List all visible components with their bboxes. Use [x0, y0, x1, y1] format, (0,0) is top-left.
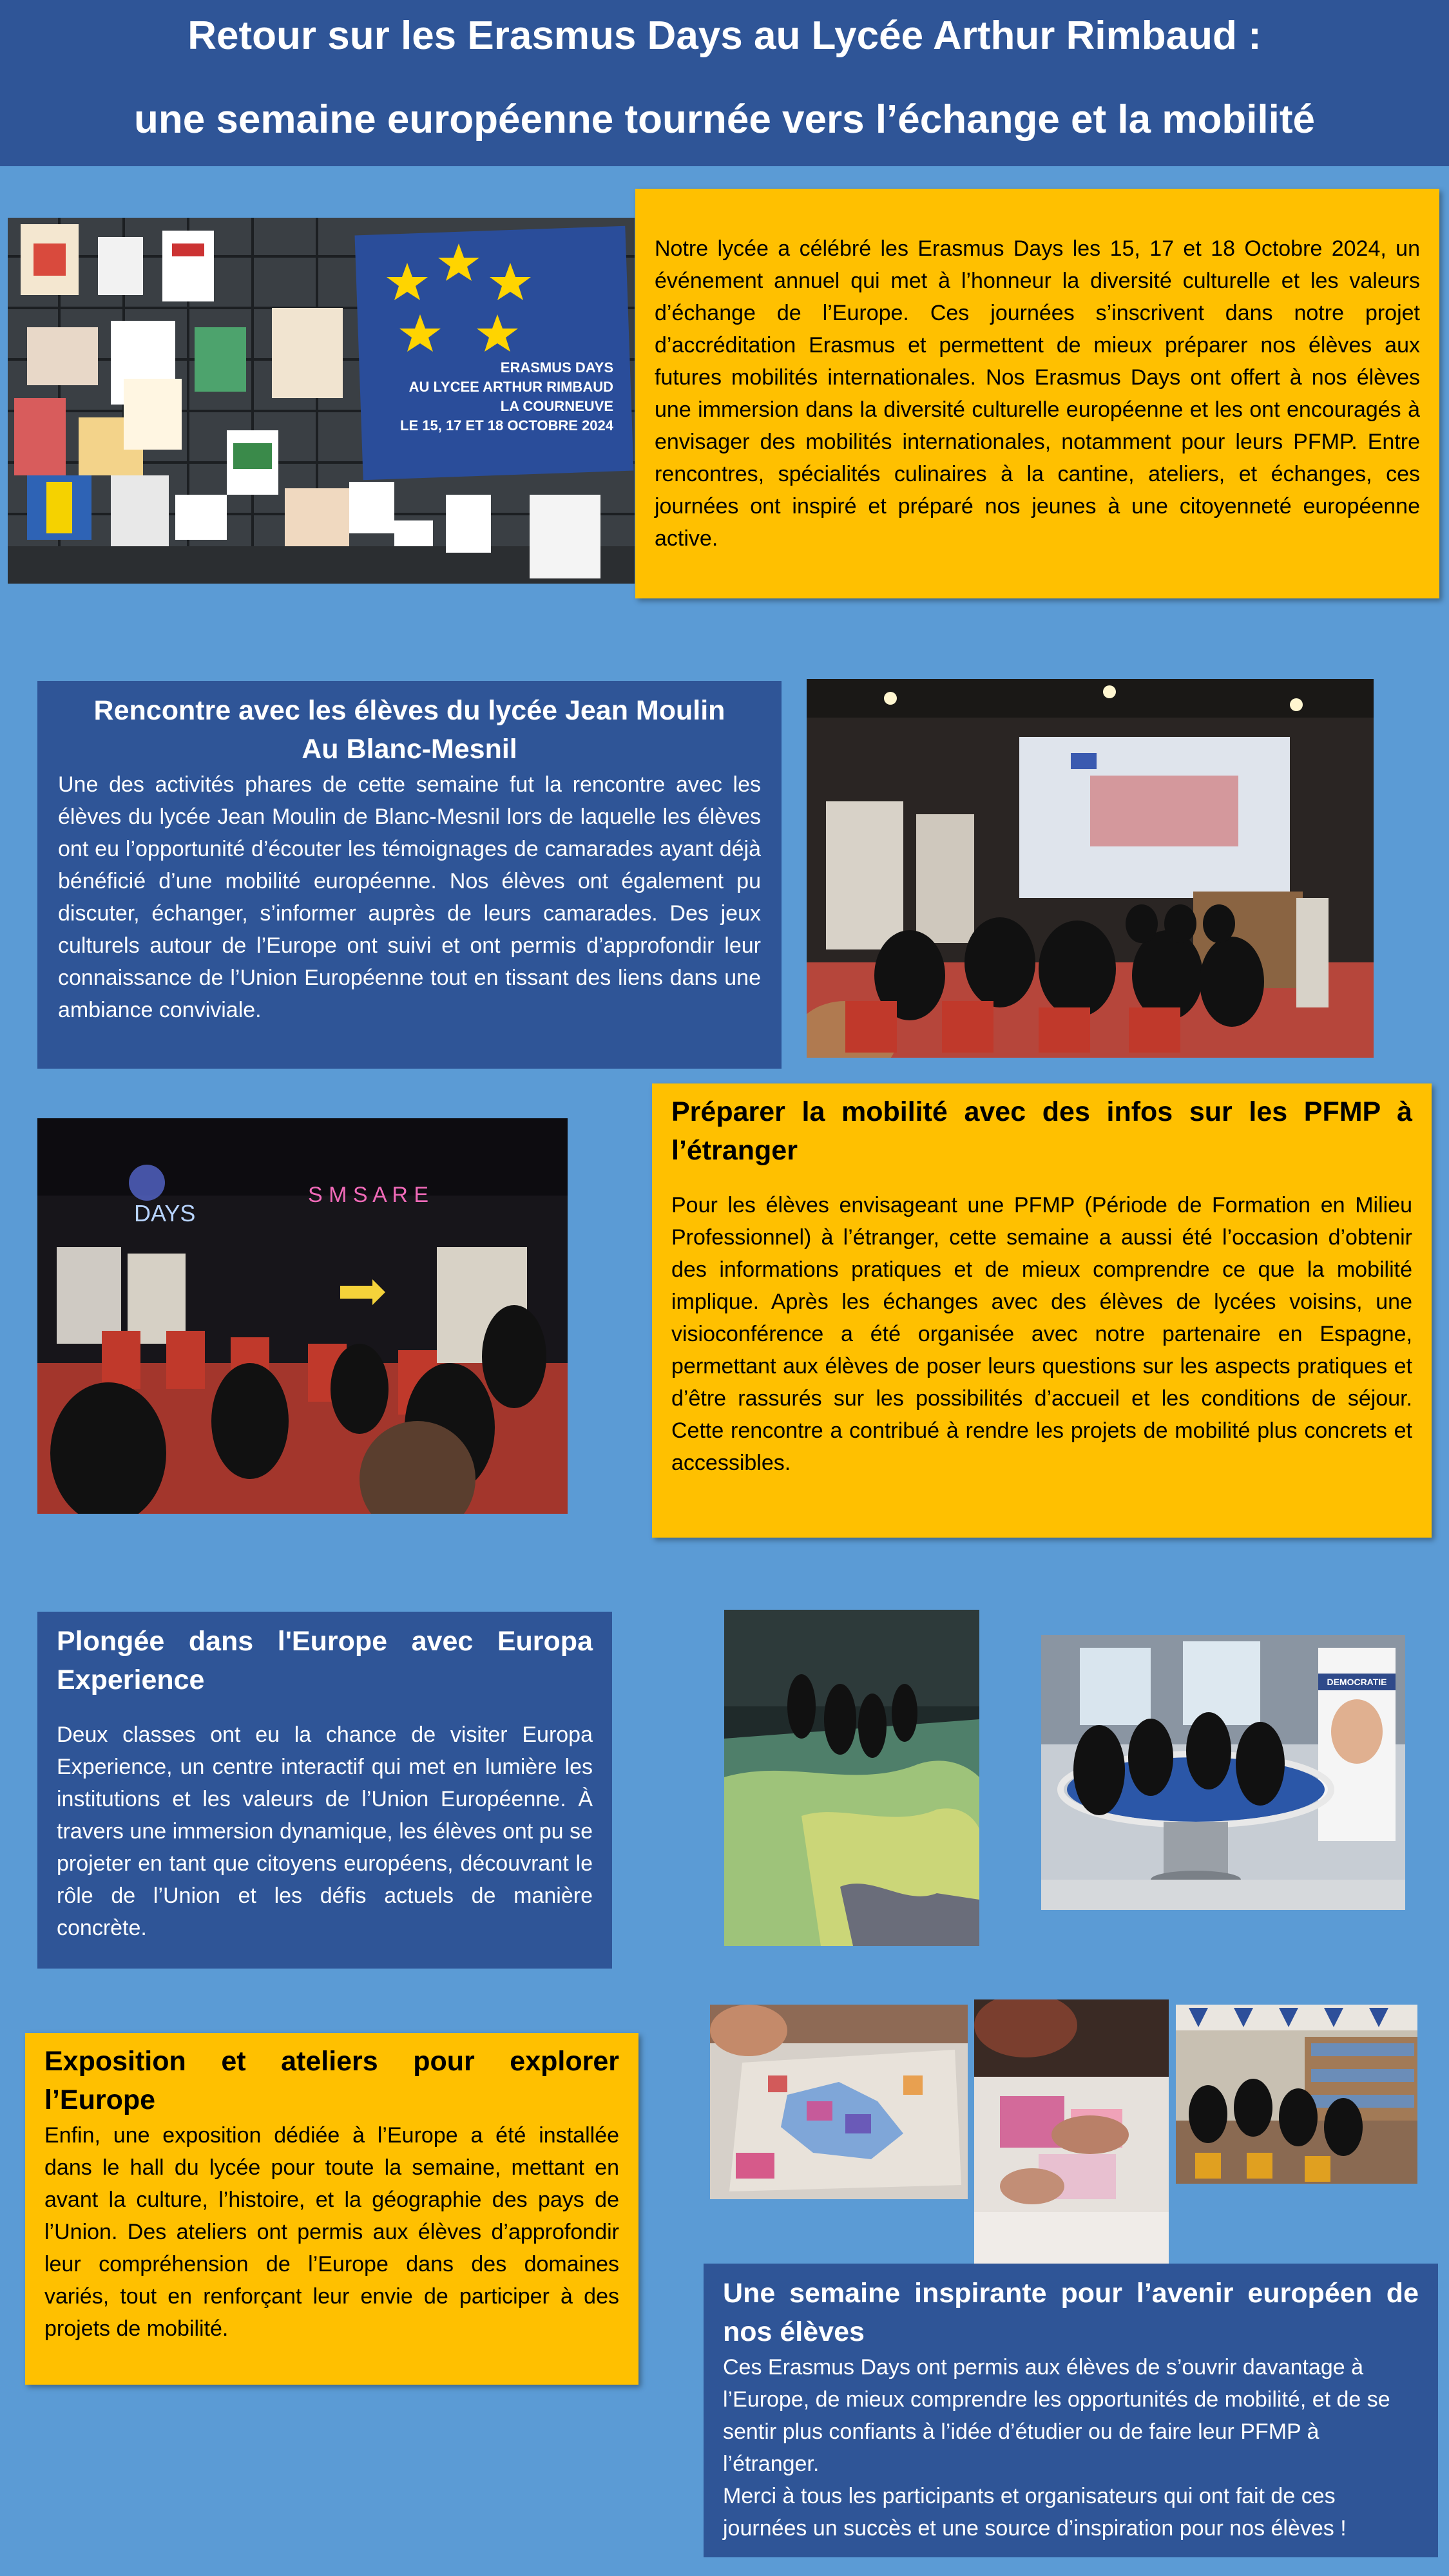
poster-line-3: LA COURNEUVE: [500, 398, 613, 414]
library-workshop-photo: [1176, 2005, 1417, 2184]
europa-title: Plongée dans l'Europe avec Europa Experience: [57, 1626, 593, 1695]
europa-floor-map-photo: [724, 1610, 979, 1946]
exposition-text: Enfin, une exposition dédiée à l’Europe a été installée dans le hall du lycée pour toute la semaine, mettant en avant la culture, l’histoire, et la géographie des pays de l’Union. Des ateliers ont permis aux élèves d’approfondir leur compréhension de l’Europe dans des domaines variés, tout en renforçant leur envie de participer à des projets de mobilité.: [44, 2123, 619, 2341]
page-header: [0, 0, 1449, 166]
poster-line-1: ERASMUS DAYS: [500, 359, 613, 376]
europa-text: Deux classes ont eu la chance de visiter Europa Experience, un centre interactif qui met en lumière les institutions et les valeurs de l’Union Européenne. À travers une immersion dynamique, les élèves ont pu se projeter en tant que citoyens européens, découvrant le rôle de l’Union et les défis actuels de manière concrète.: [57, 1722, 593, 1940]
preparer-box: [652, 1083, 1432, 1538]
rencontre-title-line-2: Au Blanc-Mesnil: [302, 734, 517, 765]
poster-line-4: LE 15, 17 ET 18 OCTOBRE 2024: [400, 417, 613, 434]
conclusion-text-2: Merci à tous les participants et organisateurs qui ont fait de ces journées un succès et une source d’inspiration pour nos élèves !: [723, 2484, 1347, 2541]
rencontre-title-line-1: Rencontre avec les élèves du lycée Jean Moulin: [93, 695, 725, 726]
conference-room-photo: [807, 679, 1374, 1058]
europa-stand-label: DEMOCRATIE: [1327, 1677, 1387, 1687]
auditorium-photo: [37, 1118, 568, 1514]
conclusion-title: Une semaine inspirante pour l’avenir européen de nos élèves: [723, 2278, 1419, 2347]
erasmus-poster-photo: [8, 218, 635, 584]
conclusion-box: [704, 2264, 1438, 2557]
svg-text:S M S A R E: S M S A R E: [308, 1183, 429, 1207]
exposition-title: Exposition et ateliers pour explorer l’Europe: [44, 2046, 619, 2115]
rencontre-text: Une des activités phares de cette semaine fut la rencontre avec les élèves du lycée Jean Moulin de Blanc-Mesnil lors de laquelle les élèves ont eu l’opportunité d’écouter les témoignages de camarades ayant déjà bénéficié d’une mobilité européenne. Nos élèves ont également pu discuter, échanger, s’informer auprès de leurs camarades. Des jeux culturels autour de l’Europe ont suivi et ont permis d’approfondir leur connaissance de l’Union Européenne tout en tissant des liens dans une ambiance conviviale.: [58, 772, 761, 1022]
conclusion-text-1: Ces Erasmus Days ont permis aux élèves de s’ouvrir davantage à l’Europe, de mieux comprendre les opportunités de mobilité, et de se sentir plus confiants à l’idée d’étudier ou de faire leur PFMP à l’étranger.: [723, 2355, 1390, 2476]
intro-box: [635, 189, 1439, 598]
preparer-title: Préparer la mobilité avec des infos sur les PFMP à l’étranger: [671, 1096, 1412, 1166]
exposition-box: [25, 2033, 638, 2385]
puzzle-hands-photo: [974, 1999, 1169, 2264]
map-workshop-photo: [710, 2005, 968, 2199]
europa-interactive-table-photo: [1041, 1635, 1405, 1910]
page-title-line-2: une semaine européenne tournée vers l’échange et la mobilité: [133, 97, 1316, 142]
svg-text:DAYS: DAYS: [134, 1200, 196, 1226]
rencontre-box: [37, 681, 782, 1069]
preparer-text: Pour les élèves envisageant une PFMP (Période de Formation en Milieu Professionnel) à l’étranger, cette semaine a aussi été l’occasion d’obtenir des informations pratiques et de mieux comprendre ce que la mobilité implique. Après les échanges avec des élèves de lycées voisins, une visioconférence a été organisée avec notre partenaire en Espagne, permettant aux élèves de poser leurs questions sur les aspects pratiques et d’être rassurés sur les possibilités d’accueil et les conditions de séjour. Cette rencontre a contribué à rendre les projets de mobilité plus concrets et accessibles.: [671, 1193, 1412, 1475]
poster-line-2: AU LYCEE ARTHUR RIMBAUD: [408, 379, 613, 395]
page-title-line-1: Retour sur les Erasmus Days au Lycée Arthur Rimbaud :: [187, 14, 1262, 58]
europa-box: [37, 1612, 612, 1969]
intro-text: Notre lycée a célébré les Erasmus Days les 15, 17 et 18 Octobre 2024, un événement annuel qui met à l’honneur la diversité culturelle et les valeurs d’échange de l’Europe. Ces journées s’inscrivent dans notre projet d’accréditation Erasmus et permettent de mieux préparer nos élèves aux futures mobilités internationales. Nos Erasmus Days ont offert à nos élèves une immersion dans la diversité culturelle européenne et les ont encouragés à envisager des mobilités internationales, notamment pour leurs PFMP. Entre rencontres, spécialités culinaires à la cantine, ateliers, et échanges, ces journées ont inspiré et préparé nos jeunes à une citoyenneté européenne active.: [655, 236, 1420, 551]
